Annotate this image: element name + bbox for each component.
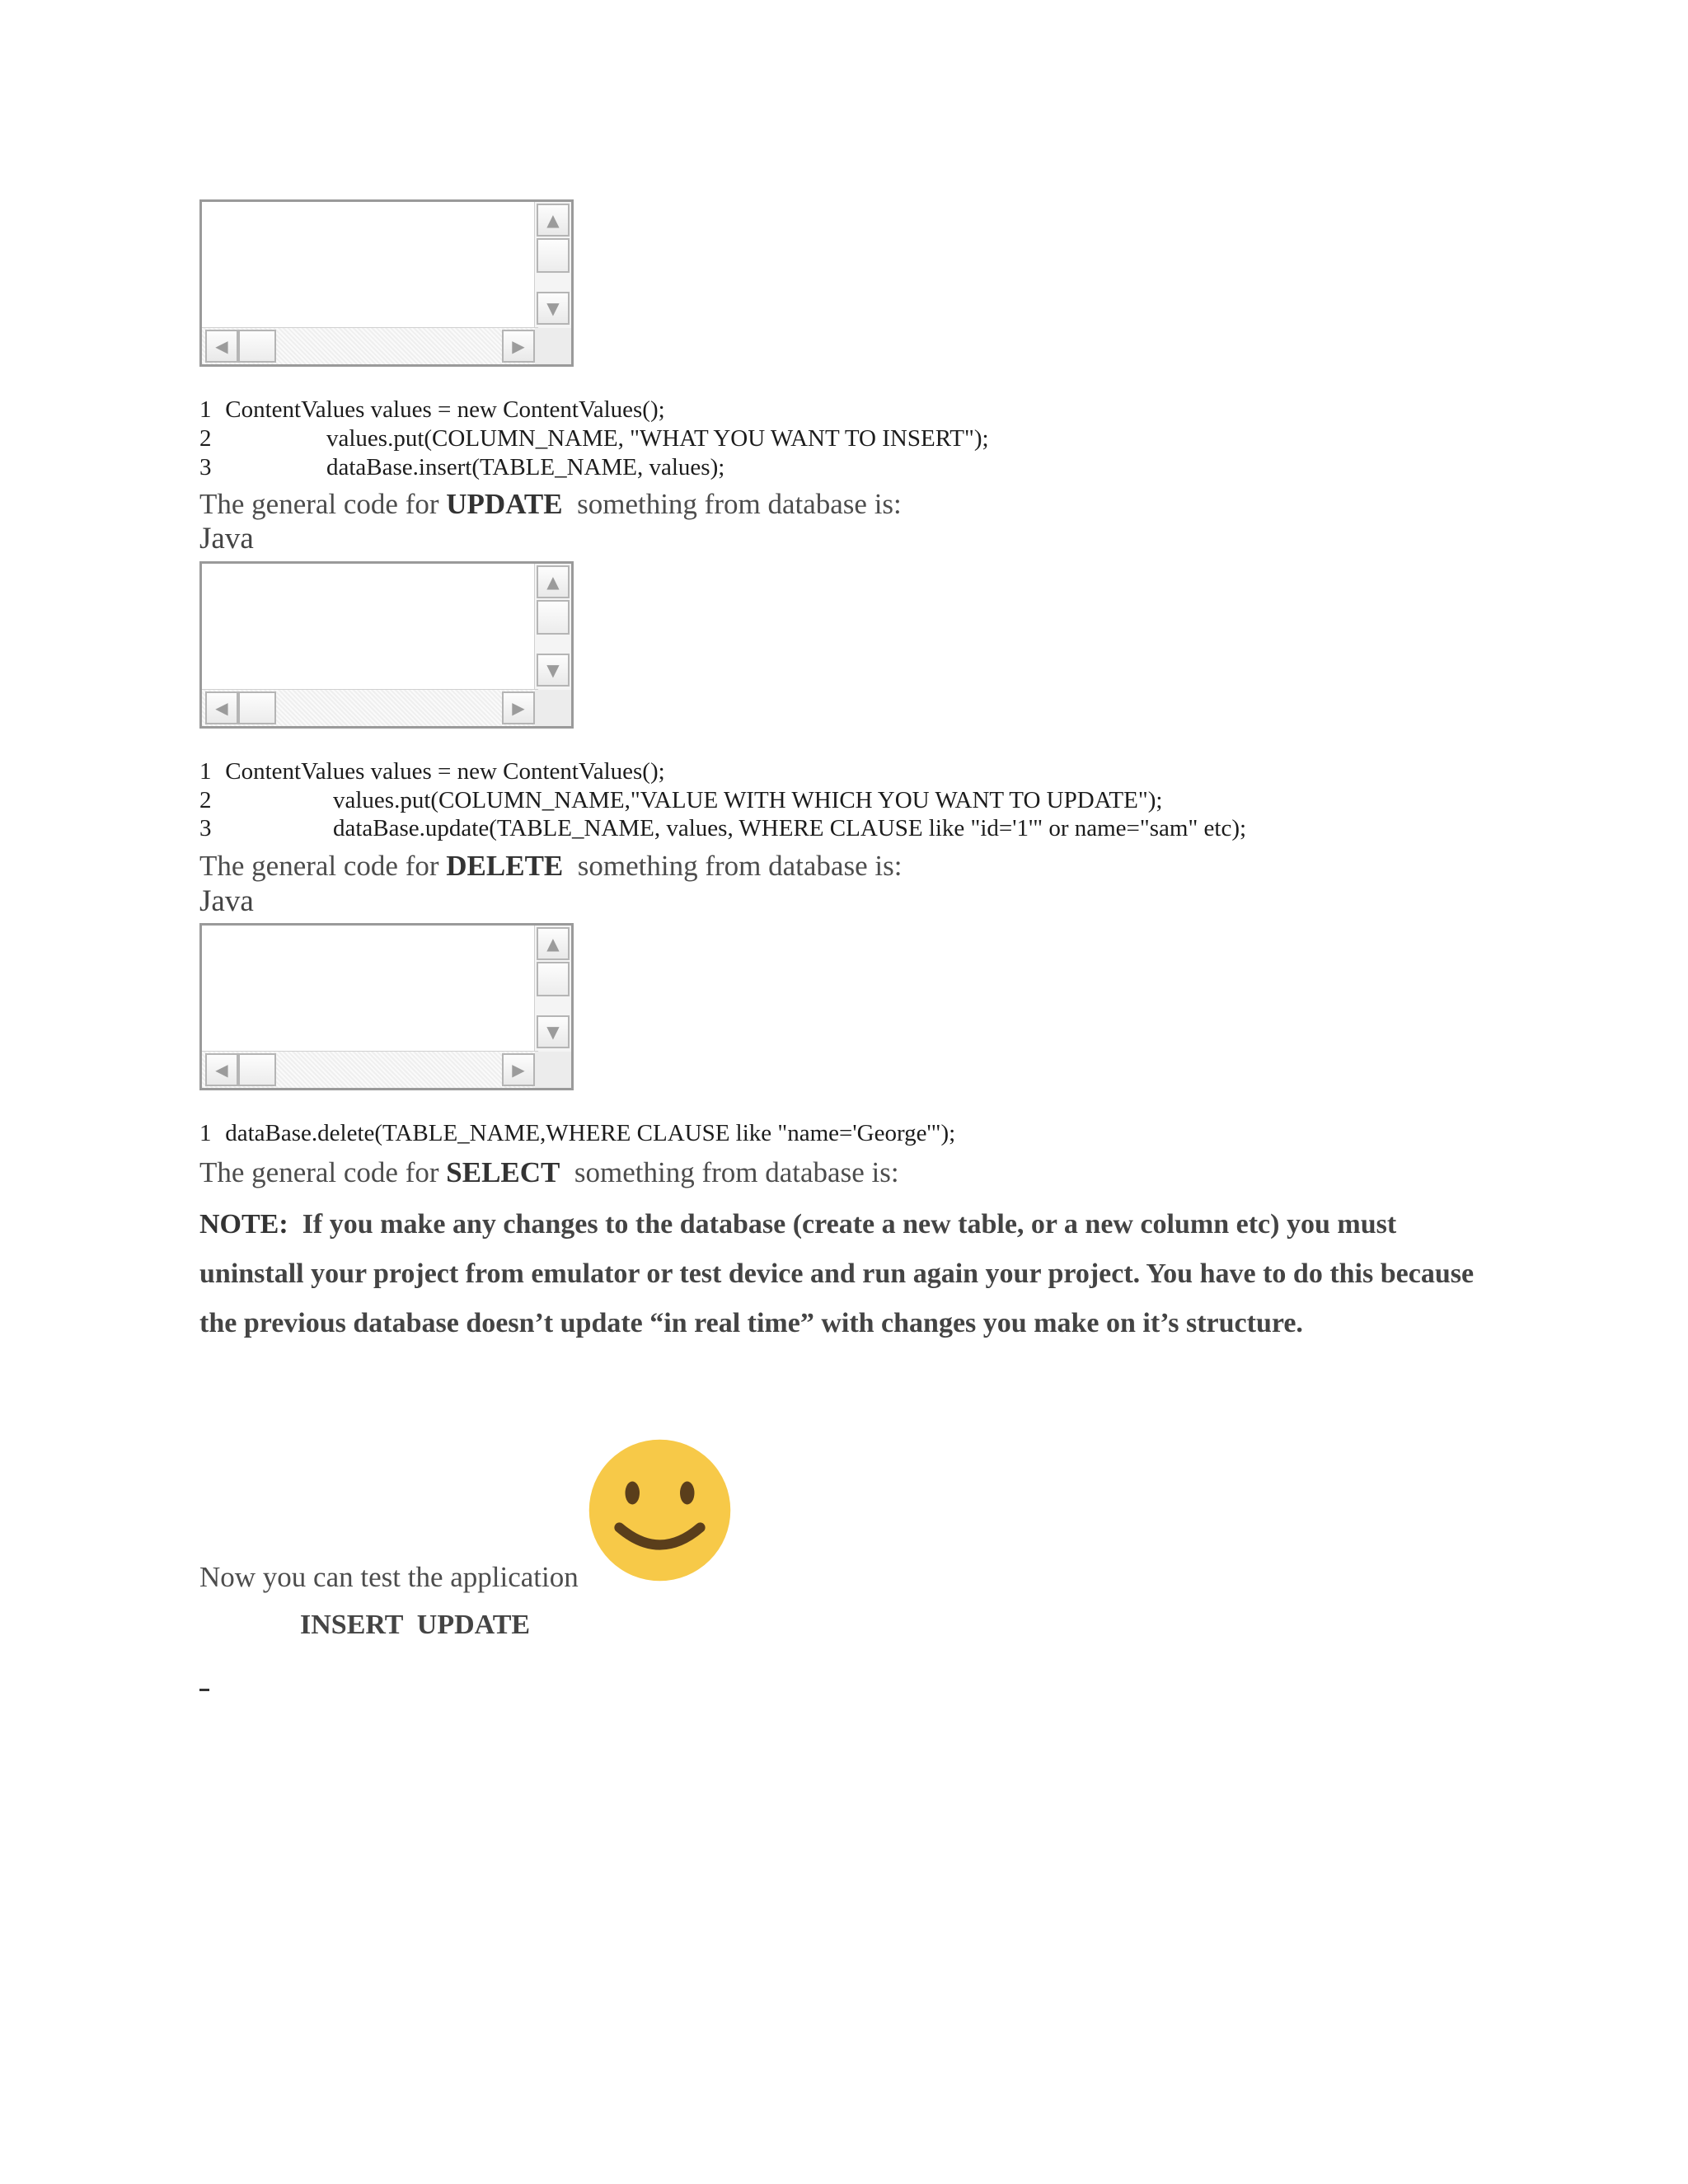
code-box-delete[interactable]: [199, 923, 574, 1090]
code-insert-line-3: 3 dataBase.insert(TABLE_NAME, values);: [199, 454, 725, 480]
code-text: dataBase.delete(TABLE_NAME,WHERE CLAUSE like "name='George'");: [225, 1120, 956, 1146]
scroll-right-arrow-icon[interactable]: ▶: [502, 1053, 535, 1086]
select-keyword: SELECT: [446, 1156, 560, 1188]
note-label: NOTE:: [199, 1209, 288, 1240]
update-intro: The general code for UPDATE something from database is:: [199, 488, 902, 520]
code-text: ContentValues values = new ContentValues();: [225, 758, 665, 785]
code-delete-line-1: 1 dataBase.delete(TABLE_NAME,WHERE CLAUSE like "name='George'");: [199, 1120, 956, 1146]
code-box-update[interactable]: [199, 561, 574, 729]
scroll-down-arrow-icon[interactable]: ▼: [537, 292, 570, 325]
scrollbar-thumb[interactable]: [537, 962, 570, 996]
scroll-down-arrow-icon[interactable]: ▼: [537, 654, 570, 687]
scrollbar-thumb[interactable]: [238, 691, 276, 724]
code-text: dataBase.insert(TABLE_NAME, values);: [326, 454, 725, 480]
delete-keyword: DELETE: [446, 850, 564, 882]
horizontal-scrollbar[interactable]: [202, 327, 538, 364]
closing-buttons-text: INSERT UPDATE: [300, 1610, 531, 1640]
scrollbar-corner: [535, 1052, 571, 1088]
scroll-right-arrow-icon[interactable]: ▶: [502, 330, 535, 363]
vertical-scrollbar[interactable]: [534, 202, 571, 328]
scroll-up-arrow-icon[interactable]: ▲: [537, 565, 570, 598]
note-text: If you make any changes to the database (create a new table, or a new column etc) you must uninstall your project from emulator or test device and run again your project. You have to do this because the previous database doesn’t update “in real time” with changes you make on it’s structure.: [199, 1209, 1475, 1338]
code-update-line-1: 1 ContentValues values = new ContentValues();: [199, 758, 665, 785]
scroll-up-arrow-icon[interactable]: ▲: [537, 204, 570, 237]
smiley-emoji-icon: [588, 1438, 732, 1582]
scrollbar-thumb[interactable]: [537, 238, 570, 273]
note-paragraph: [199, 1200, 1485, 1348]
horizontal-scrollbar[interactable]: [202, 689, 538, 726]
code-update-line-3: 3 dataBase.update(TABLE_NAME, values, WHERE CLAUSE like "id='1'" or name="sam" etc);: [199, 815, 1247, 841]
update-keyword: UPDATE: [446, 488, 563, 520]
scroll-down-arrow-icon[interactable]: ▼: [537, 1015, 570, 1048]
scrollbar-corner: [535, 328, 571, 364]
scroll-left-arrow-icon[interactable]: ◀: [205, 330, 238, 363]
code-update-line-2: 2 values.put(COLUMN_NAME,"VALUE WITH WHICH YOU WANT TO UPDATE");: [199, 787, 1163, 813]
scrollbar-thumb[interactable]: [238, 330, 276, 363]
vertical-scrollbar[interactable]: [534, 564, 571, 690]
text-cursor: [199, 1689, 209, 1691]
language-label: Java: [199, 884, 254, 918]
scrollbar-thumb[interactable]: [238, 1053, 276, 1086]
code-text: values.put(COLUMN_NAME,"VALUE WITH WHICH YOU WANT TO UPDATE");: [333, 787, 1163, 813]
code-text: values.put(COLUMN_NAME, "WHAT YOU WANT TO INSERT");: [326, 425, 989, 452]
select-intro: The general code for SELECT something from database is:: [199, 1156, 899, 1188]
delete-intro: The general code for DELETE something from database is:: [199, 850, 903, 882]
scroll-right-arrow-icon[interactable]: ▶: [502, 691, 535, 724]
vertical-scrollbar[interactable]: [534, 926, 571, 1052]
code-text: dataBase.update(TABLE_NAME, values, WHERE CLAUSE like "id='1'" or name="sam" etc);: [333, 815, 1247, 841]
scroll-left-arrow-icon[interactable]: ◀: [205, 1053, 238, 1086]
horizontal-scrollbar[interactable]: [202, 1051, 538, 1088]
scroll-up-arrow-icon[interactable]: ▲: [537, 927, 570, 960]
code-insert-line-2: 2 values.put(COLUMN_NAME, "WHAT YOU WANT TO INSERT");: [199, 425, 989, 452]
closing-text: Now you can test the application: [199, 1561, 579, 1593]
scrollbar-thumb[interactable]: [537, 600, 570, 635]
code-box-insert[interactable]: [199, 199, 574, 367]
scrollbar-corner: [535, 690, 571, 726]
code-insert-line-1: 1 ContentValues values = new ContentValues();: [199, 396, 665, 423]
scroll-left-arrow-icon[interactable]: ◀: [205, 691, 238, 724]
language-label: Java: [199, 522, 254, 555]
code-text: ContentValues values = new ContentValues();: [225, 396, 665, 423]
